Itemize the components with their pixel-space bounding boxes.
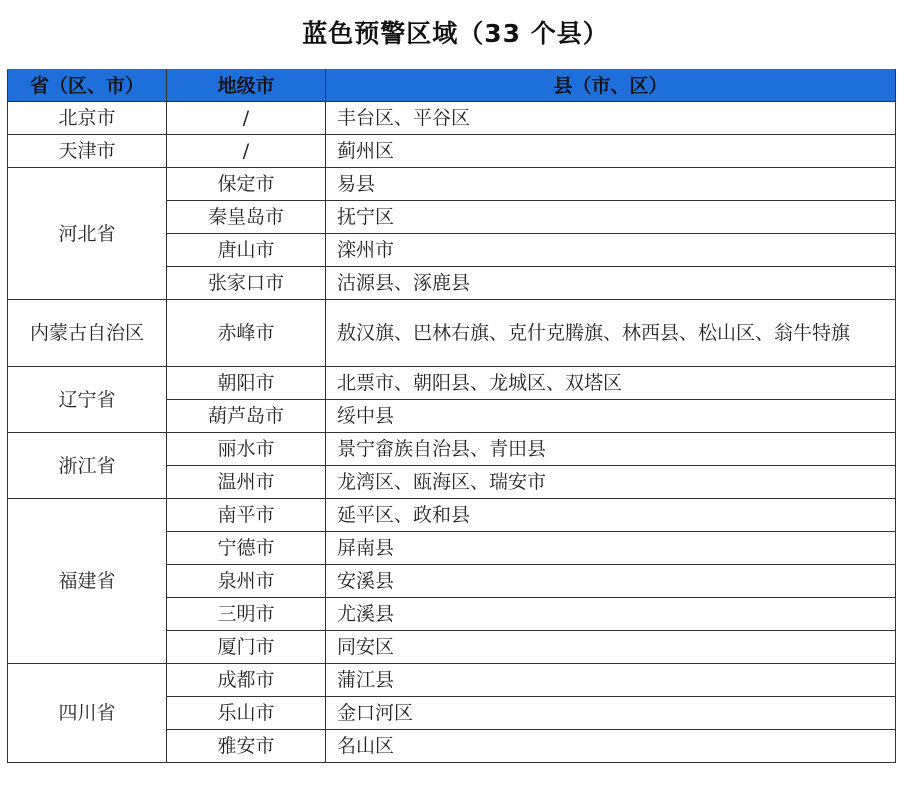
county-cell: 北票市、朝阳县、龙城区、双塔区 <box>326 367 896 400</box>
province-cell: 辽宁省 <box>8 367 167 433</box>
province-cell: 河北省 <box>8 168 167 300</box>
city-cell: 宁德市 <box>167 532 326 565</box>
city-cell: / <box>167 135 326 168</box>
city-cell: 南平市 <box>167 499 326 532</box>
county-cell: 金口河区 <box>326 697 896 730</box>
city-cell: 朝阳市 <box>167 367 326 400</box>
city-cell: 乐山市 <box>167 697 326 730</box>
county-cell: 名山区 <box>326 730 896 763</box>
county-cell: 抚宁区 <box>326 201 896 234</box>
city-cell: 丽水市 <box>167 433 326 466</box>
province-cell: 浙江省 <box>8 433 167 499</box>
page-title: 蓝色预警区域（33 个县） <box>302 19 609 48</box>
county-cell: 滦州市 <box>326 234 896 267</box>
county-cell: 屏南县 <box>326 532 896 565</box>
province-cell: 福建省 <box>8 499 167 664</box>
table-row <box>8 102 896 135</box>
table-row <box>8 300 896 367</box>
table-header-row <box>8 70 896 102</box>
city-cell: 秦皇岛市 <box>167 201 326 234</box>
county-cell: 易县 <box>326 168 896 201</box>
county-cell: 丰台区、平谷区 <box>326 102 896 135</box>
city-cell: 温州市 <box>167 466 326 499</box>
county-cell: 安溪县 <box>326 565 896 598</box>
city-cell: / <box>167 102 326 135</box>
county-cell: 沽源县、涿鹿县 <box>326 267 896 300</box>
city-cell: 保定市 <box>167 168 326 201</box>
county-cell: 景宁畲族自治县、青田县 <box>326 433 896 466</box>
table-row <box>8 664 896 697</box>
county-cell: 延平区、政和县 <box>326 499 896 532</box>
table-row <box>8 135 896 168</box>
table-row <box>8 367 896 400</box>
province-cell: 内蒙古自治区 <box>8 300 167 367</box>
county-cell: 龙湾区、瓯海区、瑞安市 <box>326 466 896 499</box>
city-cell: 唐山市 <box>167 234 326 267</box>
province-cell: 四川省 <box>8 664 167 763</box>
header-province: 省（区、市） <box>8 70 167 102</box>
county-cell: 敖汉旗、巴林右旗、克什克腾旗、林西县、松山区、翁牛特旗 <box>326 300 896 367</box>
city-cell: 雅安市 <box>167 730 326 763</box>
city-cell: 赤峰市 <box>167 300 326 367</box>
county-cell: 绥中县 <box>326 400 896 433</box>
province-cell: 天津市 <box>8 135 167 168</box>
city-cell: 张家口市 <box>167 267 326 300</box>
county-cell: 尤溪县 <box>326 598 896 631</box>
city-cell: 泉州市 <box>167 565 326 598</box>
warning-table <box>7 69 896 763</box>
city-cell: 三明市 <box>167 598 326 631</box>
province-cell: 北京市 <box>8 102 167 135</box>
table-row <box>8 499 896 532</box>
city-cell: 成都市 <box>167 664 326 697</box>
city-cell: 葫芦岛市 <box>167 400 326 433</box>
table-row <box>8 433 896 466</box>
table-body <box>8 102 896 763</box>
city-cell: 厦门市 <box>167 631 326 664</box>
county-cell: 同安区 <box>326 631 896 664</box>
county-cell: 蒲江县 <box>326 664 896 697</box>
header-county: 县（市、区） <box>326 70 896 102</box>
header-city: 地级市 <box>167 70 326 102</box>
table-row <box>8 168 896 201</box>
county-cell: 蓟州区 <box>326 135 896 168</box>
